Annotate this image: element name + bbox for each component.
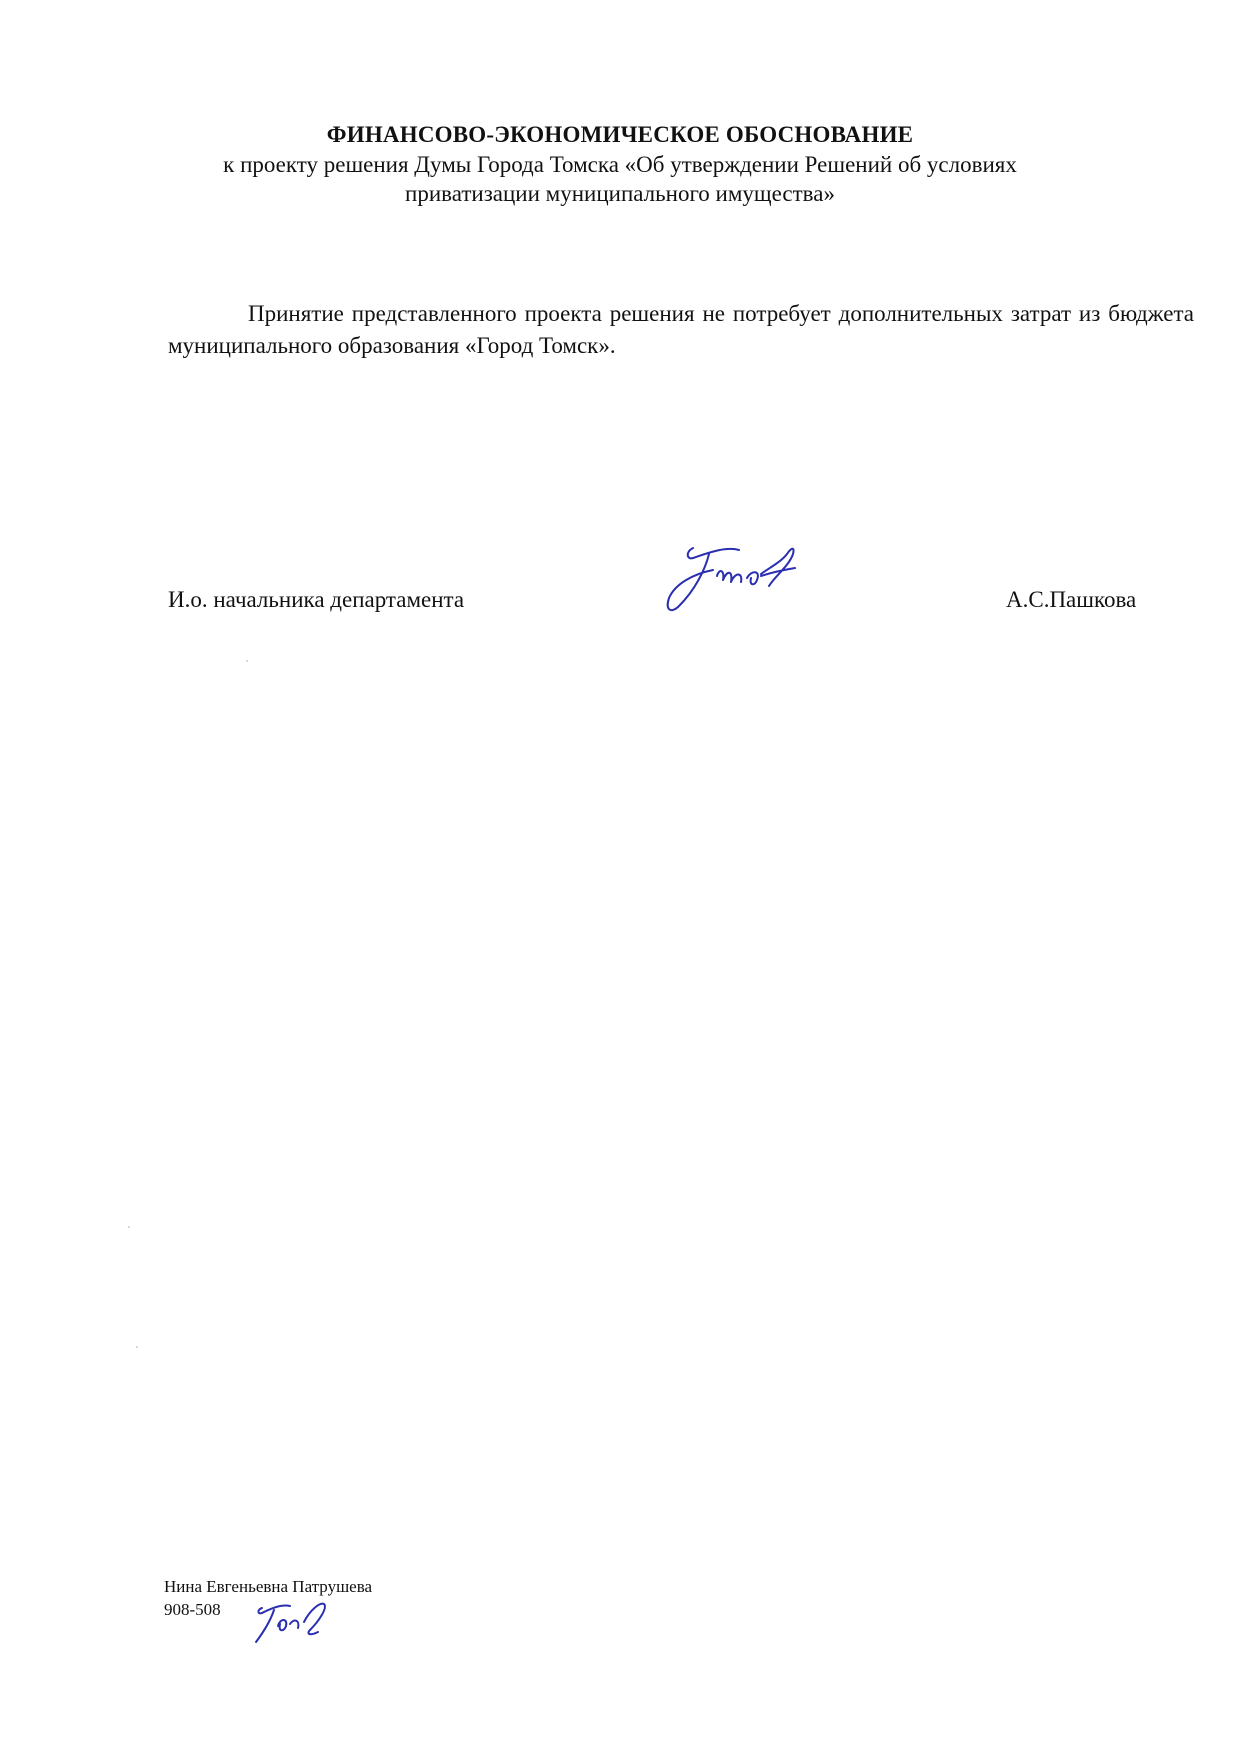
- body-text: Принятие представленного проекта решения не потребует дополнительных затрат из бюджета муниципального образования «Город Томск».: [168, 301, 1194, 358]
- scan-speck: [128, 1226, 130, 1228]
- signatory-position: И.о. начальника департамента: [168, 587, 465, 612]
- executor-name: Нина Евгеньевна Патрушева: [164, 1577, 373, 1596]
- body-paragraph: [168, 298, 1194, 362]
- executor-phone: 908-508: [164, 1600, 221, 1619]
- handwritten-signature: [665, 540, 835, 620]
- document-subtitle-line1: к проекту решения Думы Города Томска «Об утверждении Решений об условиях: [223, 152, 1017, 177]
- scan-speck: [246, 660, 248, 662]
- document-title: ФИНАНСОВО-ЭКОНОМИЧЕСКОЕ ОБОСНОВАНИЕ: [326, 122, 914, 147]
- signatory-name: А.С.Пашкова: [1006, 587, 1137, 612]
- document-subtitle-line2: приватизации муниципального имущества»: [405, 181, 835, 206]
- executor-signature: [248, 1596, 348, 1646]
- scan-speck: [136, 1346, 138, 1348]
